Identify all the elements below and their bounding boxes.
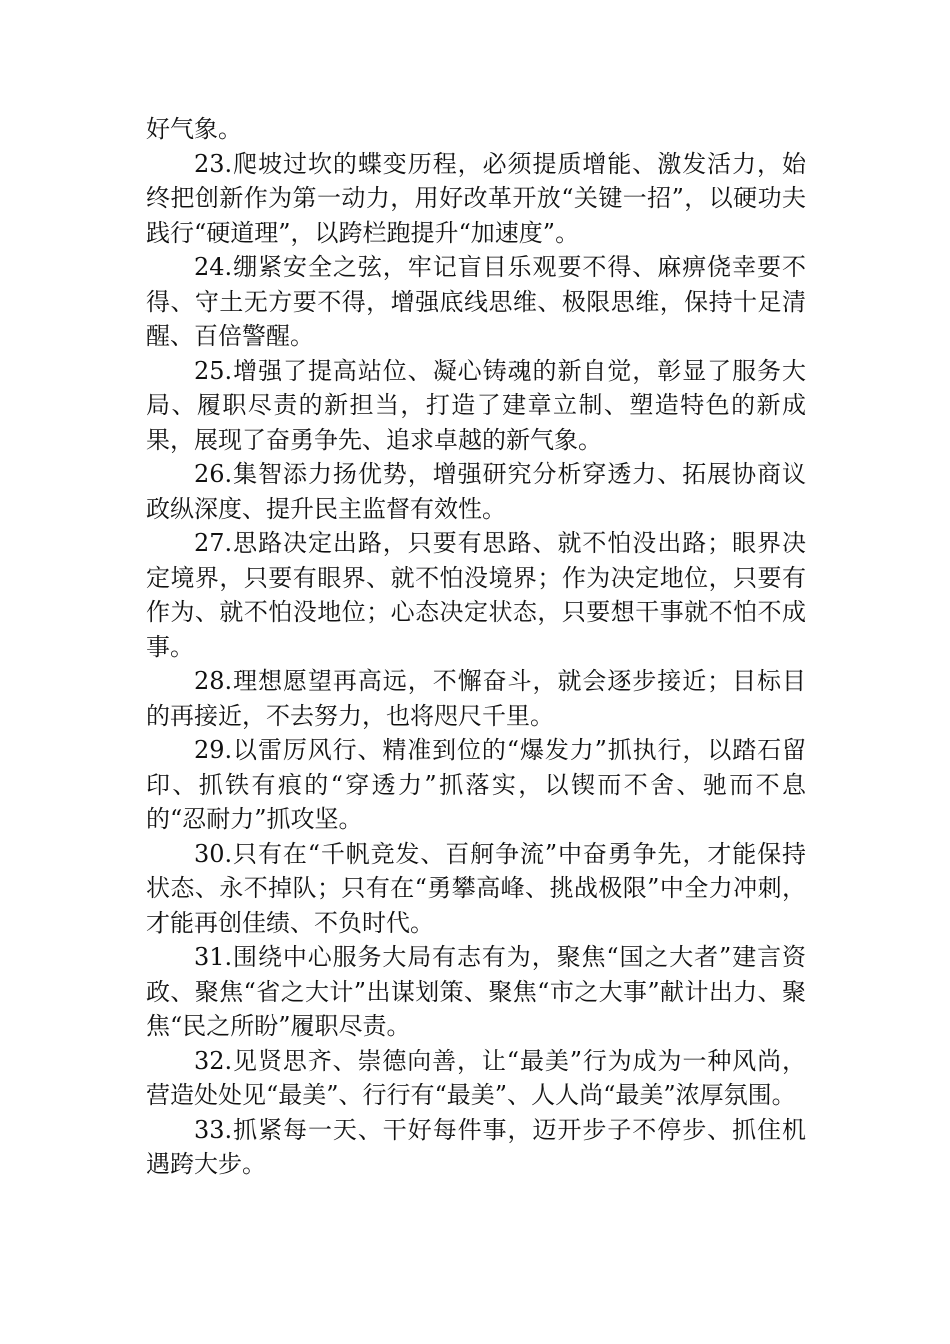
- paragraph-30: 30.只有在“千帆竞发、百舸争流”中奋勇争先，才能保持状态、永不掉队；只有在“勇攀高峰、挑战极限”中全力冲刺，才能再创佳绩、不负时代。: [146, 839, 806, 937]
- paragraph-29: 29.以雷厉风行、精准到位的“爆发力”抓执行，以踏石留印、抓铁有痕的“穿透力”抓落实，以锲而不舍、驰而不息的“忍耐力”抓攻坚。: [146, 736, 806, 833]
- paragraph-28: 28.理想愿望再高远，不懈奋斗，就会逐步接近；目标目的再接近，不去努力，也将咫尺千里。: [146, 667, 806, 730]
- paragraph-continuation: 好气象。: [146, 115, 242, 143]
- paragraph-24: 24.绷紧安全之弦，牢记盲目乐观要不得、麻痹侥幸要不得、守土无方要不得，增强底线思维、极限思维，保持十足清醒、百倍警醒。: [146, 253, 806, 350]
- paragraph-23: 23.爬坡过坎的蝶变历程，必须提质增能、激发活力，始终把创新作为第一动力，用好改革开放“关键一招”，以硬功夫践行“硬道理”，以跨栏跑提升“加速度”。: [146, 149, 806, 247]
- paragraph-31: 31.围绕中心服务大局有志有为，聚焦“国之大者”建言资政、聚焦“省之大计”出谋划策、聚焦“市之大事”献计出力、聚焦“民之所盼”履职尽责。: [146, 943, 806, 1040]
- paragraph-26: 26.集智添力扬优势，增强研究分析穿透力、拓展协商议政纵深度、提升民主监督有效性。: [146, 460, 806, 523]
- paragraph-33: 33.抓紧每一天、干好每件事，迈开步子不停步、抓住机遇跨大步。: [146, 1115, 806, 1178]
- paragraph-25: 25.增强了提高站位、凝心铸魂的新自觉，彰显了服务大局、履职尽责的新担当，打造了建章立制、塑造特色的新成果，展现了奋勇争先、追求卓越的新气象。: [146, 356, 806, 454]
- paragraph-32: 32.见贤思齐、崇德向善，让“最美”行为成为一种风尚，营造处处见“最美”、行行有“最美”、人人尚“最美”浓厚氛围。: [146, 1046, 806, 1109]
- document-page: [146, 112, 806, 1182]
- paragraph-27: 27.思路决定出路，只要有思路、就不怕没出路；眼界决定境界，只要有眼界、就不怕没境界；作为决定地位，只要有作为、就不怕没地位；心态决定状态，只要想干事就不怕不成事。: [146, 529, 806, 661]
